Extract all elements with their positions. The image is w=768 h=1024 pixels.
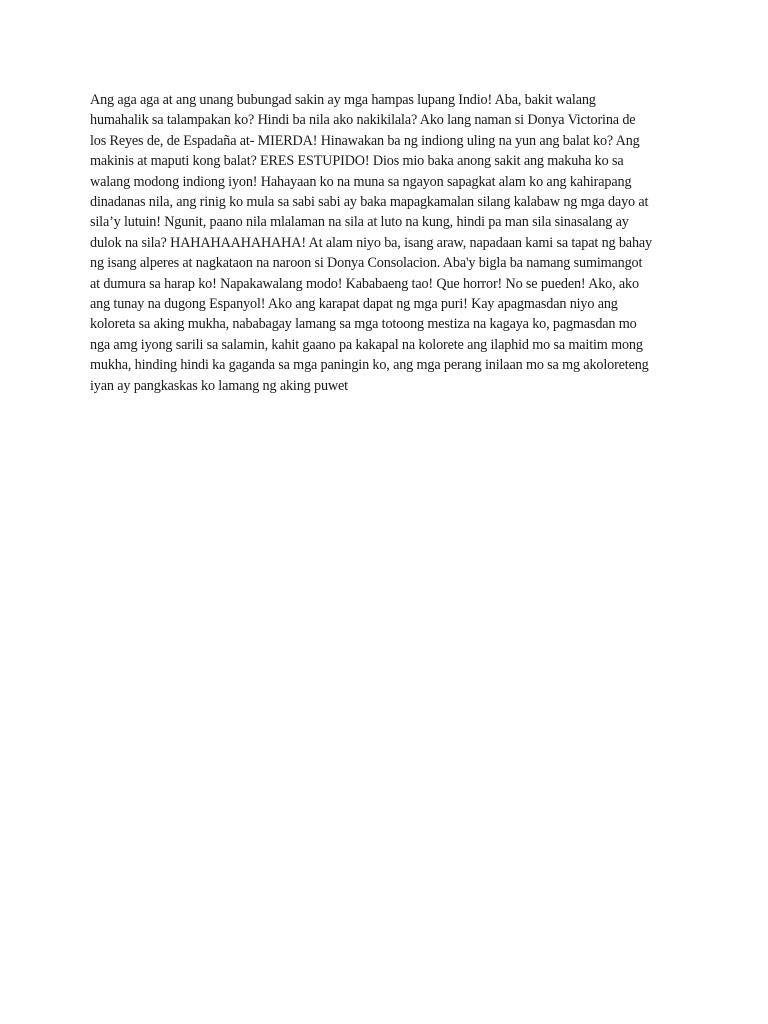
text-line: mukha, hinding hindi ka gaganda sa mga paningin ko, ang mga perang inilaan mo sa mg akoloreteng: [90, 357, 649, 374]
text-line: ng isang alperes at nagkataon na naroon si Donya Consolacion. Aba'y bigla ba namang sumimangot: [90, 255, 643, 272]
text-line: at dumura sa harap ko! Napakawalang modo! Kababaeng tao! Que horror! No se pueden! Ako, ako: [90, 275, 639, 292]
text-line: Ang aga aga at ang unang bubungad sakin ay mga hampas lupang Indio! Aba, bakit walang: [90, 92, 596, 108]
text-line: sila’y lutuin! Ngunit, paano nila mlalaman na sila at luto na kung, hindi pa man sila sinasalang ay: [90, 214, 629, 231]
text-line: walang modong indiong iyon! Hahayaan ko na muna sa ngayon sapagkat alam ko ang kahirapang: [90, 173, 632, 190]
text-line: los Reyes de, de Espadaña at- MIERDA! Hinawakan ba ng indiong uling na yun ang balat ko? Ang: [90, 132, 640, 149]
text-line: dulok na sila? HAHAHAAHAHAHA! At alam niyo ba, isang araw, napadaan kami sa tapat ng bahay: [90, 234, 652, 251]
text-line: nga amg iyong sarili sa salamin, kahit gaano pa kakapal na kolorete ang ilaphid mo sa maitim mong: [90, 336, 643, 353]
text-line: koloreta sa aking mukha, nababagay lamang sa mga totoong mestiza na kagaya ko, pagmasdan mo: [90, 316, 637, 333]
text-line: iyan ay pangkaskas ko lamang ng aking puwet: [90, 377, 348, 394]
text-line: makinis at maputi kong balat? ERES ESTUPIDO! Dios mio baka anong sakit ang makuha ko sa: [90, 153, 624, 170]
text-line: ang tunay na dugong Espanyol! Ako ang karapat dapat ng mga puri! Kay apagmasdan niyo ang: [90, 296, 618, 313]
text-line: dinadanas nila, ang rinig ko mula sa sabi sabi ay baka mapagkamalan silang kalabaw ng mga dayo at: [90, 194, 649, 211]
body-paragraph: [90, 90, 678, 396]
text-line: humahalik sa talampakan ko? Hindi ba nila ako nakikilala? Ako lang naman si Donya Victorina de: [90, 112, 636, 129]
